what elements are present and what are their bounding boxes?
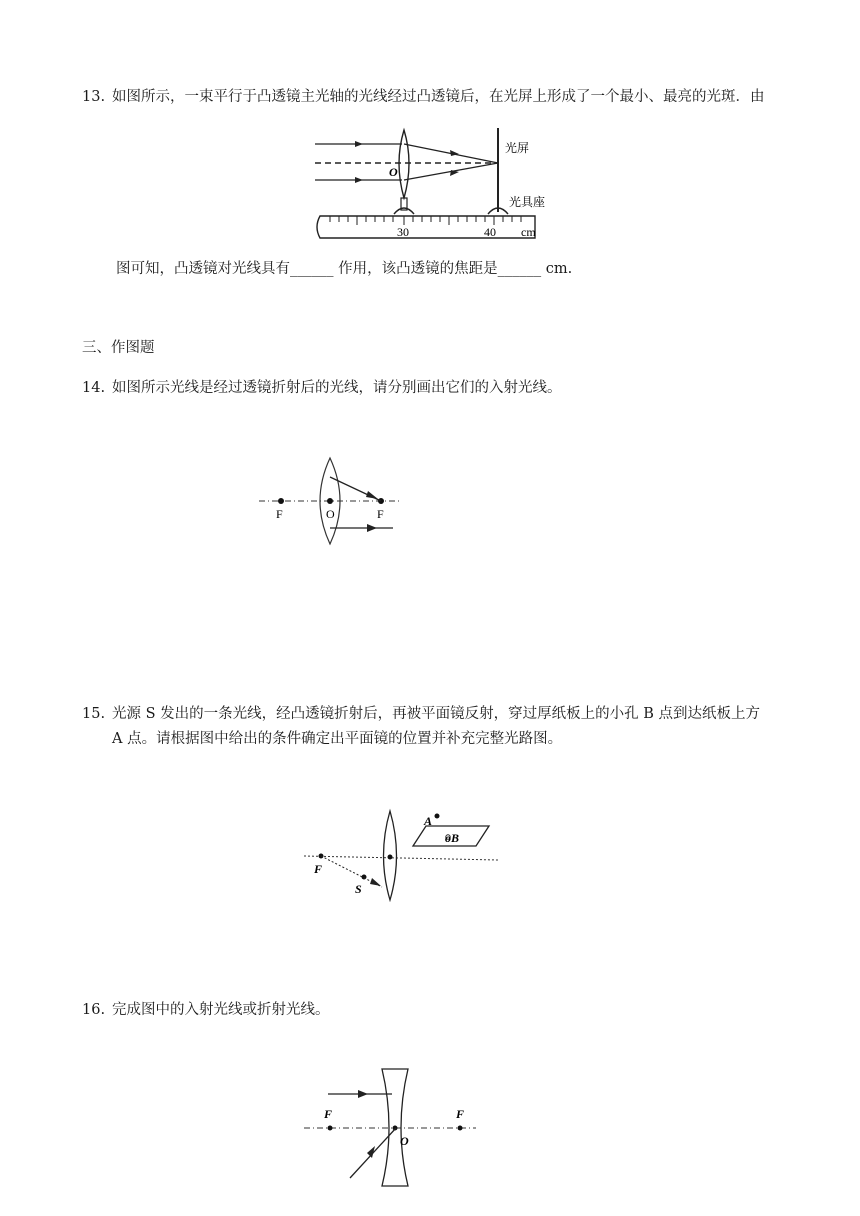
tick-label-30: 30 [397,225,409,239]
source-label: S [355,882,362,896]
point-a [435,814,440,819]
right-focus-label: F [377,507,384,521]
point-b-label: oB [445,831,460,845]
tick-label-40: 40 [484,225,496,239]
q13-text-line2: 图可知，凸透镜对光线具有______ 作用，该凸透镜的焦距是______ cm. [116,261,573,277]
optical-bench [317,216,535,238]
q16-number: 16. [82,1002,106,1018]
q15-lens-cardboard-figure [300,806,500,902]
principal-axis [304,856,498,860]
q14-number: 14. [82,380,106,396]
section-heading: 三、作图题 [82,340,155,356]
lens-center-label: O [389,165,398,179]
point-a-label: A [424,814,433,828]
right-focus-label: F [456,1107,465,1121]
q14-convex-lens-figure [255,455,405,550]
left-focus-label: F [324,1107,333,1121]
center-label: O [326,507,335,521]
screen-label: 光屏 [505,141,530,155]
q13-number: 13. [82,89,106,105]
q15-number: 15. [82,706,106,722]
bench-label: 光具座 [509,195,545,209]
focus-label: F [314,862,323,876]
convex-lens [399,130,409,198]
q15-text-line2: A 点。请根据图中给出的条件确定出平面镜的位置并补充完整光路图。 [112,731,563,747]
q14-text: 如图所示光线是经过透镜折射后的光线，请分别画出它们的入射光线。 [112,380,562,396]
q13-text-line1: 如图所示，一束平行于凸透镜主光轴的光线经过凸透镜后，在光屏上形成了一个最小、最亮的光斑．由 [112,89,765,105]
q16-text: 完成图中的入射光线或折射光线。 [112,1002,330,1018]
q13-optical-bench-figure [310,126,545,248]
unit-label: cm [521,225,536,239]
center-label: O [400,1134,409,1148]
q15-text-line1: 光源 S 发出的一条光线，经凸透镜折射后，再被平面镜反射，穿过厚纸板上的小孔 B 点到达纸板上方 [112,706,761,722]
left-focus-label: F [276,507,283,521]
q16-concave-lens-figure [300,1066,480,1192]
